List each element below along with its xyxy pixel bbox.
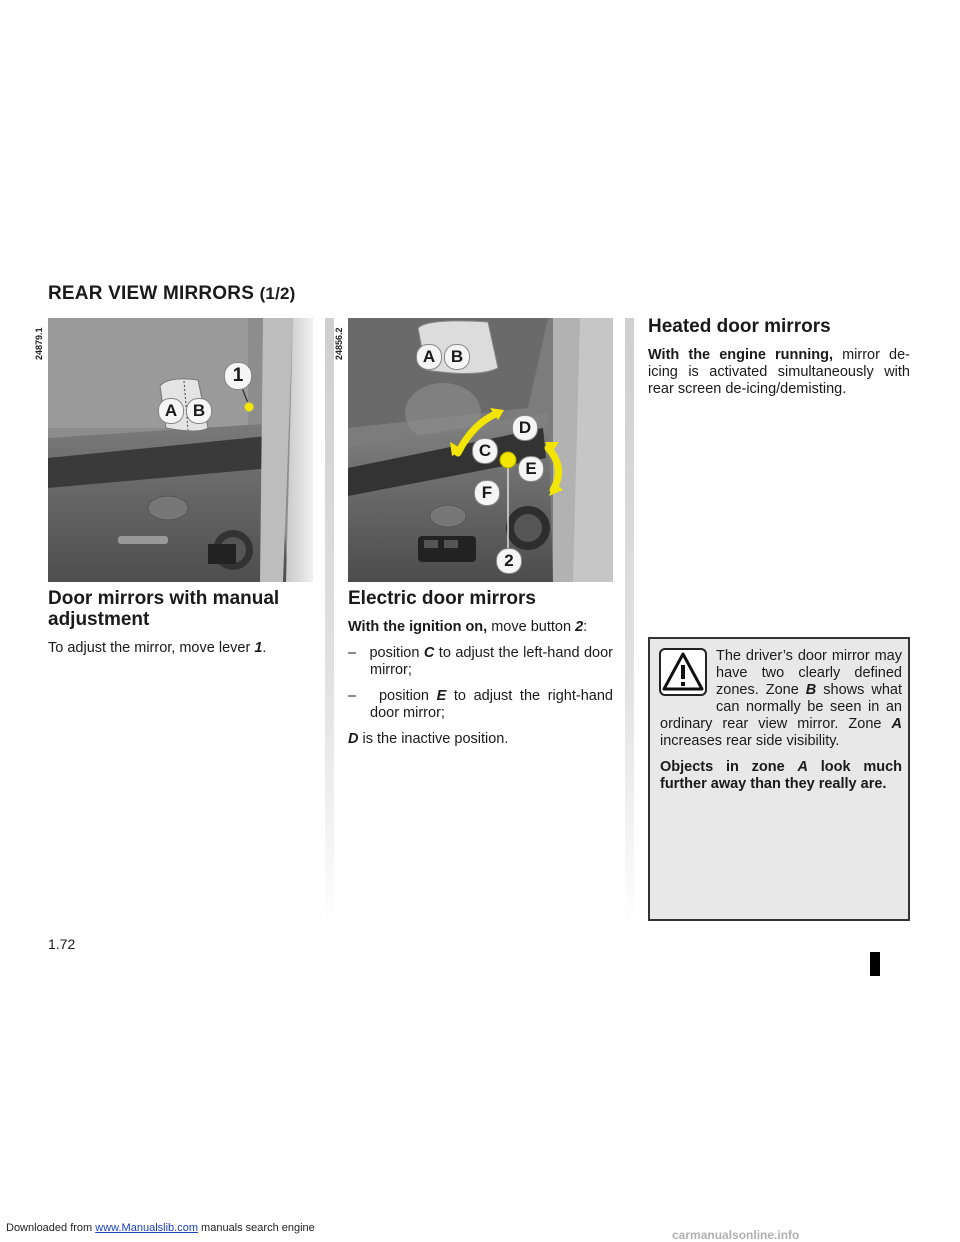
page-number: 1.72 [48,936,76,952]
download-suffix: manuals search engine [201,1222,315,1234]
zone-b-ref: B [805,682,817,698]
position-c-ref: C [423,645,435,661]
electric-mirror-section [348,588,613,748]
download-note [6,1222,315,1234]
warning-text [660,648,902,793]
page-title-main: REAR VIEW MIRRORS [48,283,255,304]
watermark: carmanualsonline.info [672,1228,800,1242]
callout-1-left: 1 [224,362,252,390]
heated-mirror-section [648,316,910,398]
warning-p1-a: The driver’s door mirror may have two clearly defined zones. Zone [716,648,902,698]
heated-mirror-heading: Heated door mirrors [648,316,831,337]
manual-text-post: . [262,640,267,656]
warning-p2-a: Objects in zone [660,759,798,775]
manual-mirror-heading: Door mirrors with manual adjustment [48,588,280,630]
warning-p1-e: increases rear side visibility. [660,733,840,749]
list-post: to adjust the right-hand door mirror; [370,688,613,721]
warning-p1-c: shows what can normally be seen in an ordinary rear view mirror. Zone [660,682,902,732]
list-item [348,688,613,722]
zone-a-ref-2: A [797,759,808,775]
list-post: to adjust the left-hand door mirror; [370,645,613,678]
figure-ref-left: 24879.1 [34,327,44,360]
manual-text-pre: To adjust the mirror, move lever [48,640,255,656]
thumb-index-mark [870,952,880,976]
engine-running-label: With the engine running, [648,347,834,363]
list-dash: – [348,645,357,661]
electric-mirror-heading: Electric door mirrors [348,588,536,609]
list-item [348,645,613,679]
page-title-part: (1/2) [259,284,296,303]
column-divider-1 [325,318,334,928]
callout-a-middle: A [416,344,442,370]
callout-2: 2 [496,548,522,574]
intro-post: : [583,619,588,635]
warning-box [648,637,910,921]
callout-c: C [472,438,498,464]
warning-p2-c: look much further away than they really are. [660,759,903,792]
callout-e: E [518,456,544,482]
button-ref: 2 [575,619,584,635]
heated-mirror-text [648,347,910,398]
list-pre: position [369,645,424,661]
callout-f: F [474,480,500,506]
icon-spacer [660,648,716,704]
inactive-desc: is the inactive position. [358,731,509,747]
download-prefix: Downloaded from [6,1222,93,1234]
callout-d: D [512,415,538,441]
manual-mirror-photo [48,318,313,582]
figure-ref-middle: 24856.2 [334,327,344,360]
manual-mirror-illustration [48,318,313,582]
position-d-ref: D [348,731,359,747]
list-pre: position [378,688,437,704]
list-dash: – [348,688,357,704]
warning-emphasis [660,759,902,793]
heated-text: mirror de-icing is activated simultaneously with rear screen de-icing/demisting. [648,347,910,397]
ignition-on-label: With the ignition on, [348,619,488,635]
callout-b-left: B [186,398,212,424]
inactive-text [348,731,613,748]
callout-b-middle: B [444,344,470,370]
position-e-ref: E [436,688,447,704]
manual-mirror-section [48,588,313,657]
electric-intro [348,619,613,636]
zone-a-ref: A [891,716,902,732]
column-divider-2 [625,318,634,928]
manual-mirror-text [48,640,313,657]
page-title [48,283,296,305]
manualslib-link[interactable]: www.Manualslib.com [95,1222,198,1234]
lever-ref: 1 [254,640,263,656]
callout-a-left: A [158,398,184,424]
intro-text: move button [487,619,576,635]
